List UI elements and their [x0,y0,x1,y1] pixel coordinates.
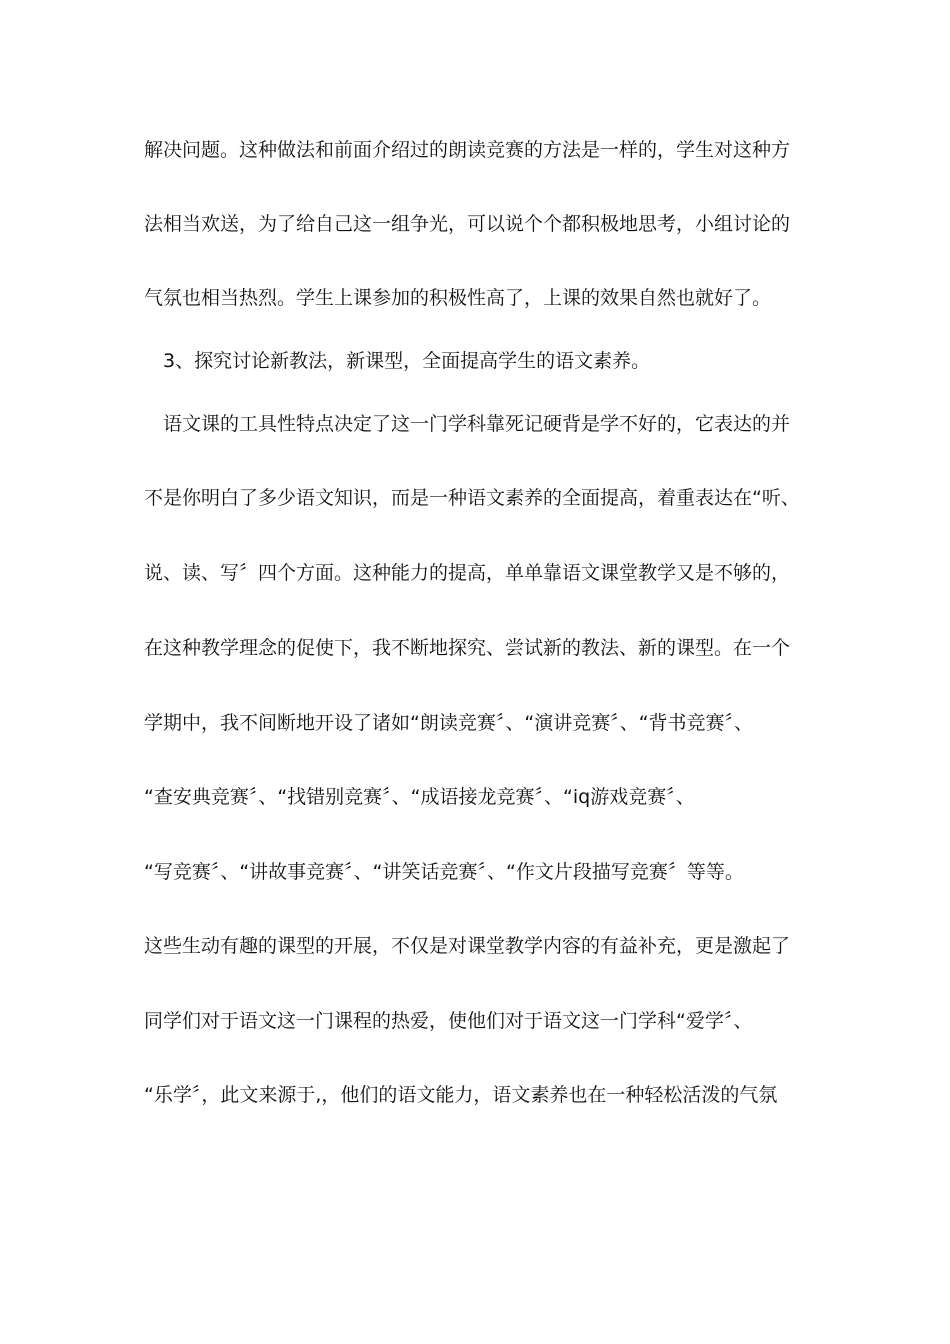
paragraph-line-13: “乐学〞，此文来源于,，他们的语文能力，语文素养也在一种轻松活泼的气氛 [144,1084,778,1106]
paragraph-line-3: 气氛也相当热烈。学生上课参加的积极性高了，上课的效果自然也就好了。 [144,287,772,309]
paragraph-line-8: 学期中，我不间断地开设了诸如“朗读竞赛〞、“演讲竞赛〞、“背书竞赛〞、 [144,712,754,734]
paragraph-line-1: 解决问题。这种做法和前面介绍过的朗读竞赛的方法是一样的，学生对这种方 [144,139,791,161]
paragraph-line-9: “查安典竞赛〞、“找错别竞赛〞、“成语接龙竞赛〞、“iq游戏竞赛〞、 [144,786,695,808]
paragraph-line-4: 语文课的工具性特点决定了这一门学科靠死记硬背是学不好的，它表达的并 [163,413,791,435]
paragraph-line-6: 说、读、写〞四个方面。这种能力的提高，单单靠语文课堂教学又是不够的， [144,562,791,584]
paragraph-line-11: 这些生动有趣的课型的开展，不仅是对课堂教学内容的有益补充，更是激起了 [144,935,791,957]
paragraph-line-7: 在这种教学理念的促使下，我不断地探究、尝试新的教法、新的课型。在一个 [144,637,791,659]
section-heading: 3、探究讨论新教法，新课型，全面提高学生的语文素养。 [163,350,651,372]
paragraph-line-2: 法相当欢送，为了给自己这一组争光，可以说个个都积极地思考，小组讨论的 [144,213,791,235]
paragraph-line-12: 同学们对于语文这一门课程的热爱，使他们对于语文这一门学科“爱学〞、 [144,1010,753,1032]
paragraph-line-10: “写竞赛〞、“讲故事竞赛〞、“讲笑话竞赛〞、“作文片段描写竞赛〞等等。 [144,861,744,883]
paragraph-line-5: 不是你明白了多少语文知识，而是一种语文素养的全面提高，着重表达在“听、 [144,487,800,509]
